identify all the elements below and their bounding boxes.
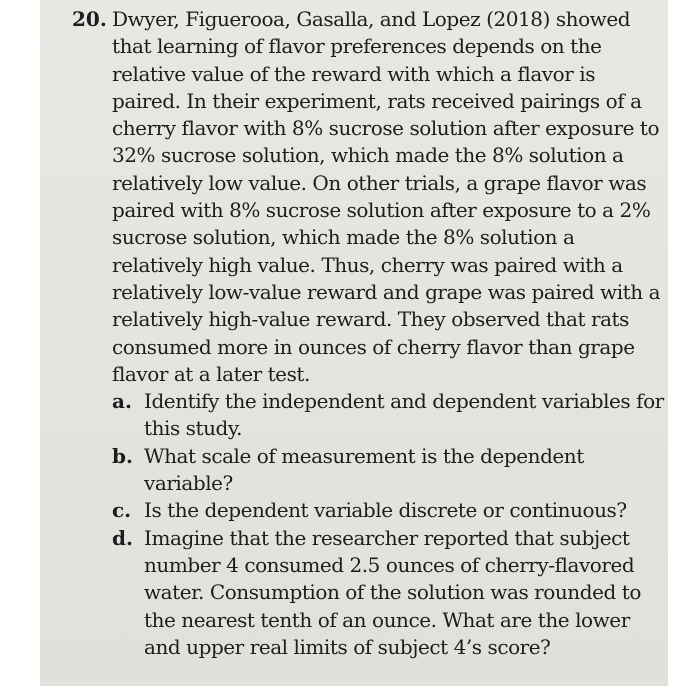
question-text: Is the dependent variable discrete or continuous?	[144, 498, 627, 523]
question-letter: c.	[112, 498, 132, 523]
question-list	[112, 388, 664, 661]
problem-block	[72, 6, 664, 661]
question-letter: b.	[112, 443, 133, 468]
textbook-page	[40, 0, 668, 686]
question-item-c	[112, 497, 664, 524]
question-item-a	[112, 388, 664, 443]
question-letter: d.	[112, 525, 133, 550]
problem-20	[72, 6, 664, 661]
problem-number: 20.	[72, 7, 107, 31]
question-item-b	[112, 443, 664, 498]
question-text: What scale of measurement is the dependent variable?	[144, 443, 584, 496]
problem-stem: Dwyer, Figuerooa, Gasalla, and Lopez (2018) showed that learning of flavor preferences depends on the relative value of the reward with which a flavor is paired. In their experiment, rats received pairings of a cherry flavor with 8% sucrose solution after exposure to 32% sucrose solution, which made the 8% solution a relatively low value. On other trials, a grape flavor was paired with 8% sucrose solution after exposure to a 2% sucrose solution, which made the 8% solution a relatively high value. Thus, cherry was paired with a relatively low-value reward and grape was paired with a relatively high-value reward. They observed that rats consumed more in ounces of cherry flavor than grape flavor at a later test.	[112, 7, 661, 386]
question-text: Imagine that the researcher reported that subject number 4 consumed 2.5 ounces of cherry-flavored water. Consumption of the solution was rounded to the nearest tenth of an ounce. What are the lower and upper real limits of subject 4’s score?	[144, 525, 641, 659]
question-text: Identify the independent and dependent variables for this study.	[144, 389, 664, 441]
question-item-d	[112, 525, 664, 661]
question-letter: a.	[112, 389, 132, 414]
cut-off-next-problem	[114, 680, 654, 686]
